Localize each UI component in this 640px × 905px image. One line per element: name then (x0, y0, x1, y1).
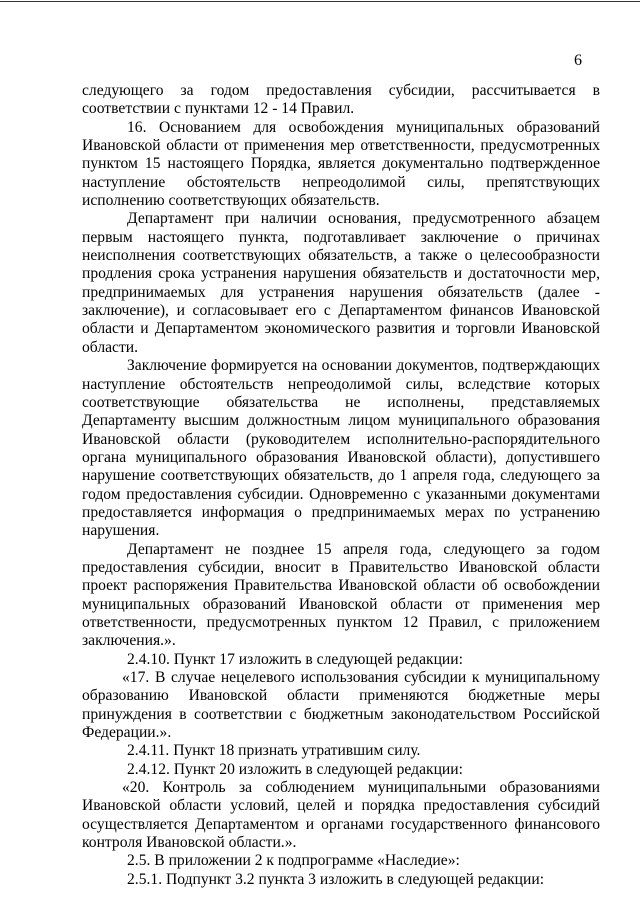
paragraph: «20. Контроль за соблюдением муниципальными образованиями Ивановской области условий, целей и порядка предоставления субсидий осуществляется Департаментом и органами государственного финансового контроля Ивановской области.». (82, 779, 600, 852)
paragraph: 2.4.12. Пункт 20 изложить в следующей редакции: (127, 760, 463, 778)
paragraph: 2.4.10. Пункт 17 изложить в следующей редакции: (127, 650, 463, 668)
paragraph: Департамент при наличии основания, предусмотренного абзацем первым настоящего пункта, подготавливает заключение о причинах неисполнения соответствующих обязательств, а также о целесообразности продления срока устранения нарушения обязательств и достаточности мер, предпринимаемых для устранения нарушения обязательств (далее - заключение), и согласовывает его с Департаментом финансов Ивановской области и Департаментом экономического развития и торговли Ивановской области. (82, 210, 600, 356)
paragraph: 16. Основанием для освобождения муниципальных образований Ивановской области от применения мер ответственности, предусмотренных пунктом 15 настоящего Порядка, является документально подтвержденное наступление обстоятельств непреодолимой силы, препятствующих исполнению соответствующих обязательств. (82, 118, 600, 210)
paragraph: следующего за годом предоставления субсидии, рассчитывается в соответствии с пунктами 12 - 14 Правил. (82, 82, 600, 118)
scan-edge-line (0, 0, 640, 3)
paragraph: 2.5. В приложении 2 к подпрограмме «Наследие»: (127, 852, 460, 870)
paragraph: 2.5.1. Подпункт 3.2 пункта 3 изложить в следующей редакции: (127, 870, 545, 888)
document-body (82, 82, 600, 889)
page-number: 6 (574, 52, 582, 69)
paragraph: Департамент не позднее 15 апреля года, следующего за годом предоставления субсидии, вносит в Правительство Ивановской области проект распоряжения Правительства Ивановской области об освобождении муниципальных образований Ивановской области от применения мер ответственности, предусмотренных пунктом 12 Правил, с приложением заключения.». (82, 540, 600, 650)
paragraph: Заключение формируется на основании документов, подтверждающих наступление обстоятельств непреодолимой силы, вследствие которых соответствующие обязательства не исполнены, представляемых Департаменту высшим должностным лицом муниципального образования Ивановской области (руководителем исполнительно-распорядительного органа муниципального образования Ивановской области), допустившего нарушение соответствующих обязательств, до 1 апреля года, следующего за годом предоставления субсидии. Одновременно с указанными документами предоставляется информация о предпринимаемых мерах по устранению нарушения. (82, 357, 600, 540)
paragraph: «17. В случае нецелевого использования субсидии к муниципальному образованию Ивановской области применяются бюджетные меры принуждения в соответствии с бюджетным законодательством Российской Федерации.». (82, 669, 600, 742)
paragraph: 2.4.11. Пункт 18 признать утратившим силу. (127, 742, 421, 760)
